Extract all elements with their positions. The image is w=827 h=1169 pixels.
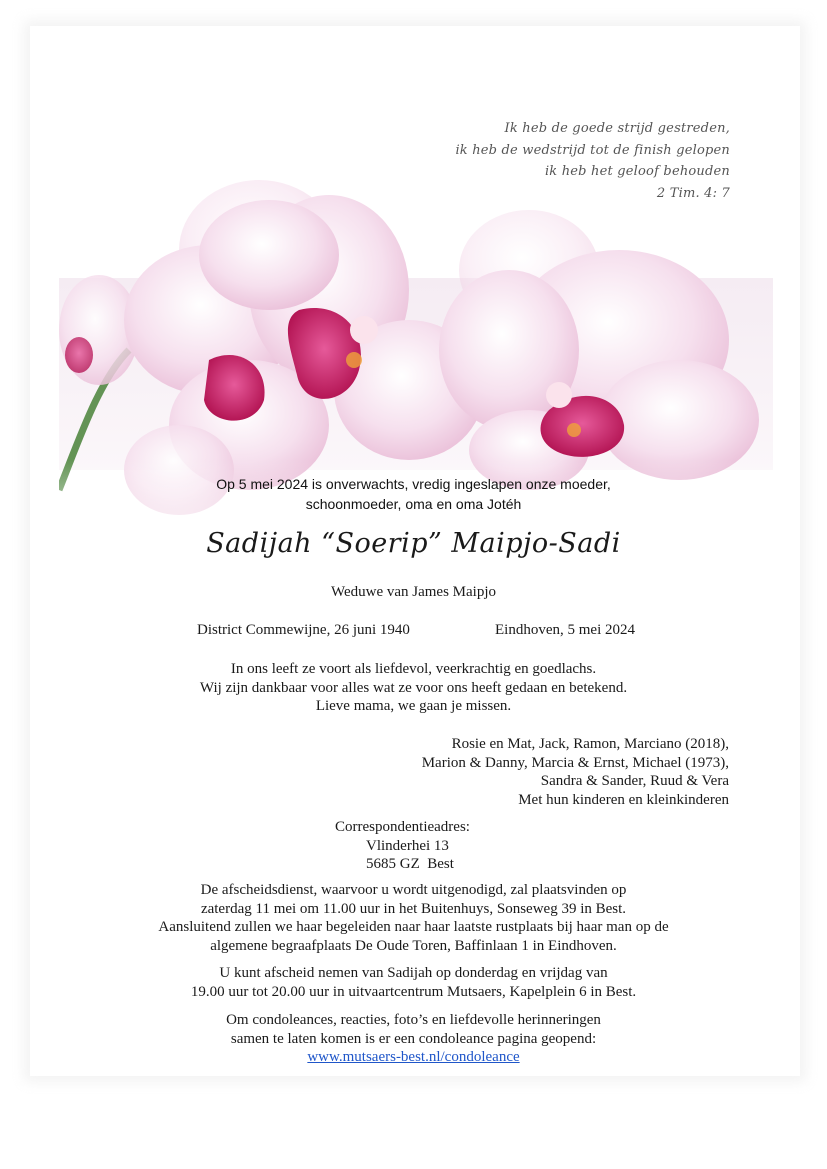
visitation-info (0, 964, 827, 1001)
memorial-line: Lieve mama, we gaan je missen. (315, 698, 512, 715)
visit-line: 19.00 uur tot 20.00 uur in uitvaartcentrum Mutsaers, Kapelplein 6 in Best. (190, 983, 637, 1000)
service-line: algemene begraafplaats De Oude Toren, Baffinlaan 1 in Eindhoven. (210, 937, 617, 954)
family-names (422, 735, 729, 809)
correspondence-address (335, 818, 470, 874)
deceased-name: Sadijah “Soerip” Maipjo-Sadi (206, 528, 621, 559)
intro-line: Op 5 mei 2024 is onverwachts, vredig ingeslapen onze moeder, (216, 476, 611, 492)
family-line: Sandra & Sander, Ruud & Vera (540, 773, 729, 790)
quote-line: ik heb het geloof behouden (544, 164, 730, 179)
service-info (0, 881, 827, 955)
memorial-line: In ons leeft ze voort als liefdevol, veerkrachtig en goedlachs. (230, 661, 597, 677)
family-line: Met hun kinderen en kleinkinderen (518, 791, 729, 808)
quote-line: ik heb de wedstrijd tot de finish gelopen (455, 142, 730, 158)
announcement-intro (0, 474, 827, 514)
condolence-link[interactable]: www.mutsaers-best.nl/condoleance (307, 1049, 520, 1066)
quote-reference: 2 Tim. 4: 7 (656, 185, 730, 201)
family-line: Rosie en Mat, Jack, Ramon, Marciano (2018), (451, 736, 729, 752)
widow-line: Weduwe van James Maipjo (331, 584, 496, 600)
service-line: Aansluitend zullen we haar begeleiden naar haar laatste rustplaats bij haar man op de (158, 919, 669, 936)
service-line: zaterdag 11 mei om 11.00 uur in het Buitenhuys, Sonseweg 39 in Best. (200, 900, 627, 917)
memorial-text (0, 660, 827, 716)
condolence-line: samen te laten komen is er een condoleance pagina geopend: (230, 1030, 597, 1047)
service-line: De afscheidsdienst, waarvoor u wordt uitgenodigd, zal plaatsvinden op (200, 882, 627, 898)
address-street: Vlinderhei 13 (366, 837, 449, 854)
condolence-info (0, 1011, 827, 1067)
birth-date: District Commewijne, 26 juni 1940 (197, 622, 410, 638)
family-line: Marion & Danny, Marcia & Ernst, Michael (1973), (421, 754, 729, 771)
quote-line: Ik heb de goede strijd gestreden, (504, 121, 730, 136)
address-city: 5685 GZ Best (366, 856, 454, 873)
death-date: Eindhoven, 5 mei 2024 (495, 622, 635, 638)
memorial-line: Wij zijn dankbaar voor alles wat ze voor ons heeft gedaan en betekend. (199, 679, 628, 696)
address-label: Correspondentieadres: (335, 819, 470, 835)
visit-line: U kunt afscheid nemen van Sadijah op donderdag en vrijdag van (219, 965, 608, 981)
condolence-line: Om condoleances, reacties, foto’s en liefdevolle herinneringen (226, 1012, 601, 1028)
intro-line: schoonmoeder, oma en oma Jotéh (305, 496, 522, 512)
